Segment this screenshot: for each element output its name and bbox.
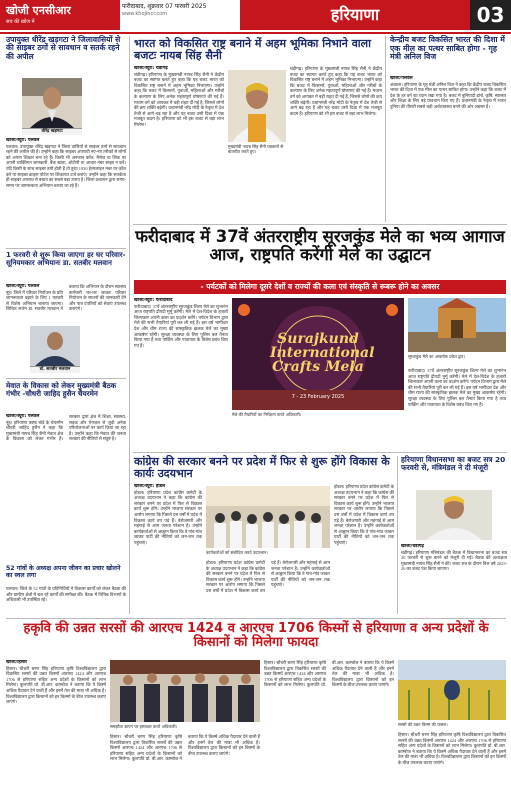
- headline-vij-budget: केन्द्रीय बजट विकसित भारत की दिशा में एक मील का पत्थर साबित होगा - गृह मंत्री अनिल विज: [390, 35, 505, 62]
- body-text-mustard-more: हिसार। चौधरी चरण सिंह हरियाणा कृषि विश्वविद्यालय द्वारा विकसित सरसों की उन्नत किस्मों आरएच 1424 और आरएच 1706 से हरियाणा सहित अन्य प्रदेशों के किसानों को लाभ मिलेगा। कुलपति प्रो. बी.आर. काम्बोज ने बताया कि ये किस्में अधिक पैदावार देने वाली हैं और इनमें तेल की मात्रा भी अधिक है। विश्वविद्यालय द्वारा किसानों को इन किस्मों के बीज उपलब्ध कराए जाएंगे।: [264, 660, 394, 688]
- divider: [6, 618, 506, 619]
- photo-caption-field: सरसों की उन्नत किस्म की फसल।: [398, 722, 448, 727]
- surajkund-poster: [232, 298, 404, 410]
- article-body-family: [6, 284, 126, 324]
- dateline-mustard: खोजी/हिसार: [6, 660, 28, 665]
- article-body-vij: [390, 76, 506, 222]
- masthead: [0, 0, 511, 34]
- headline-surajkund: फरीदाबाद में 37वें अंतरराष्ट्रीय सूरजकुंड मेले का भव्य आगाज आज, राष्ट्रपति करेंगी मेले का उद्घाटन: [135, 227, 505, 265]
- divider: [6, 378, 126, 379]
- photo-mela-gate: [408, 298, 506, 352]
- photo-mou: [110, 660, 260, 722]
- article-body-saini-a: [134, 66, 224, 216]
- website: www.khojincr.com: [122, 11, 168, 17]
- photo-mustard-field: [398, 660, 506, 720]
- photo-congress-rally: [206, 486, 330, 548]
- body-text-vij: अंबाला। हरियाणा के गृह मंत्री अनिल विज ने कहा कि केंद्रीय बजट विकसित भारत की दिशा में एक मील का पत्थर साबित होगा। उन्होंने कहा कि बजट में देश के हर वर्ग का ध्यान रखा गया है। बजट में बुनियादी ढांचे, कृषि, स्वास्थ्य और शिक्षा के लिए बड़े प्रावधान किए गए हैं। प्रधानमंत्री के नेतृत्व में भारत दुनिया की तीसरी सबसे बड़ी अर्थव्यवस्था बनने की ओर अग्रसर है।: [390, 81, 506, 109]
- photo-assembly: [416, 490, 492, 540]
- issue-date: फरीदाबाद, शुक्रवार 07 फरवरी 2025: [122, 3, 207, 10]
- photo-caption-mela-gate: सूरजकुंड मेले का आकर्षक प्रवेश द्वार।: [408, 354, 465, 359]
- poster-title: Surajkund International Crafts Mela: [270, 331, 375, 375]
- paper-logo: [0, 0, 120, 30]
- body-text-mewat: नूंह। हरियाणा वक्फ बोर्ड के चेयरमैन चौधरी जाहिद हुसैन ने कहा कि मुख्यमंत्री नायब सिंह सैनी मेवात क्षेत्र के विकास को लेकर गंभीर हैं। सरकार द्वारा क्षेत्र में शिक्षा, स्वास्थ्य, सड़क और पेयजल से जुड़ी अनेक परियोजनाओं पर कार्य किया जा रहा है। उन्होंने कहा कि मेवात की जनता सरकार की नीतियों से संतुष्ट है।: [6, 414, 126, 442]
- dateline-assembly: खोजी/चंडीगढ़: [401, 544, 424, 549]
- body-text-saini-cont: चंडीगढ़। हरियाणा के मुख्यमंत्री नायब सिंह सैनी ने केंद्रीय बजट का स्वागत करते हुए कहा कि यह बजट भारत को विकसित राष्ट्र बनाने में अहम भूमिका निभाएगा। उन्होंने कहा कि बजट में किसानों, युवाओं, महिलाओं और गरीबों के कल्याण के लिए अनेक महत्वपूर्ण घोषणाएं की गई हैं। मध्यम वर्ग को आयकर में बड़ी राहत दी गई है, जिससे लोगों की क्रय शक्ति बढ़ेगी। प्रधानमंत्री नरेंद्र मोदी के नेतृत्व में देश तेजी से आगे बढ़ रहा है और यह बजट उसी दिशा में एक मजबूत कदम है। हरियाणा को भी इस बजट से बड़ा लाभ मिलेगा।: [290, 66, 382, 116]
- article-body-congress-a: [134, 484, 202, 614]
- section-title: हरियाणा: [240, 0, 470, 30]
- column-divider: [397, 456, 398, 614]
- body-text-ward: पलवल। जिले के 52 गांवों के प्रतिनिधियों ने विकास कार्यों को लेकर बैठक की और ग्रामीण क्षेत्रों में चल रहे कार्यों की समीक्षा की। बैठक में विभिन्न विभागों के अधिकारी भी उपस्थित रहे।: [6, 586, 126, 603]
- column-divider: [385, 36, 386, 222]
- photo-doctor: [30, 326, 80, 366]
- body-text-mustard-end: हिसार। चौधरी चरण सिंह हरियाणा कृषि विश्वविद्यालय द्वारा विकसित सरसों की उन्नत किस्मों आरएच 1424 और आरएच 1706 से हरियाणा सहित अन्य प्रदेशों के किसानों को लाभ मिलेगा। कुलपति प्रो. बी.आर. काम्बोज ने बताया कि ये किस्में अधिक पैदावार देने वाली हैं और इनमें तेल की मात्रा भी अधिक है। विश्वविद्यालय द्वारा किसानों को इन किस्मों के बीज उपलब्ध कराए जाएंगे।: [398, 732, 506, 765]
- article-body-mustard-a: [6, 660, 106, 796]
- dateline-family: खोजी/ब्यूरो: पलवल: [6, 284, 40, 289]
- headline-saini-budget: [134, 38, 382, 62]
- headline-ward: 52 गांवों के अध्यक्ष अपना जीवन का प्रचार खोलने का स्वल लगा: [6, 565, 121, 579]
- body-text-family: नूंह। जिले में परिवार नियोजन के प्रति जागरूकता बढ़ाने के लिए 1 फरवरी से विशेष अभियान चलाया जाएगा। सिविल सर्जन डा. सतबीर मलवान ने बताया कि अभियान के दौरान स्वास्थ्य कर्मचारी घर-घर जाकर परिवार नियोजन के साधनों की जानकारी देंगे और पात्र दंपतियों को सेवाएं उपलब्ध कराएंगे।: [6, 284, 126, 312]
- photo-caption-saini: मुख्यमंत्री नायब सिंह सैनी पत्रकारों से बातचीत करते हुए।: [228, 144, 284, 154]
- paper-tagline: सच की खोज में: [6, 19, 35, 25]
- article-body-surajkund-a: [134, 298, 228, 448]
- article-body-surajkund-b: [408, 368, 506, 422]
- column-divider: [129, 36, 130, 614]
- body-text-saini: चंडीगढ़। हरियाणा के मुख्यमंत्री नायब सिंह सैनी ने केंद्रीय बजट का स्वागत करते हुए कहा कि यह बजट भारत को विकसित राष्ट्र बनाने में अहम भूमिका निभाएगा। उन्होंने कहा कि बजट में किसानों, युवाओं, महिलाओं और गरीबों के कल्याण के लिए अनेक महत्वपूर्ण घोषणाएं की गई हैं। मध्यम वर्ग को आयकर में बड़ी राहत दी गई है, जिससे लोगों की क्रय शक्ति बढ़ेगी। प्रधानमंत्री नरेंद्र मोदी के नेतृत्व में देश तेजी से आगे बढ़ रहा है और यह बजट उसी दिशा में एक मजबूत कदम है। हरियाणा को भी इस बजट से बड़ा लाभ मिलेगा।: [134, 71, 224, 127]
- divider: [6, 248, 126, 249]
- article-body-ward: [6, 586, 126, 614]
- headline-mewat: मेवात के विकास को लेकर मुख्यमंत्री बैठक गंभीर -चौधरी जाहिद हुसैन चैयरमेन: [6, 381, 117, 398]
- photo-caption-mou: समझौता ज्ञापन पर हस्ताक्षर करते अधिकारी।: [110, 724, 178, 729]
- photo-name-doctor: डॉ. सतबीर मलवान: [30, 366, 80, 373]
- body-text-congress-end: होडल। हरियाणा प्रदेश कांग्रेस कमेटी के अध्यक्ष उदयभान ने कहा कि कांग्रेस की सरकार बनने पर प्रदेश में फिर से विकास कार्य शुरू होंगे। उन्होंने भाजपा सरकार पर आरोप लगाया कि पिछले दस वर्षों में प्रदेश में विकास कार्य ठप पड़े हैं। बेरोजगारी और महंगाई से आम जनता परेशान है। उन्होंने कार्यकर्ताओं से आह्वान किया कि वे गांव-गांव जाकर पार्टी की नीतियों को जन-जन तक पहुंचाएं।: [334, 484, 394, 545]
- article-body-mustard-d: [398, 732, 506, 796]
- photo-caption-congress: कार्यकर्ताओं को संबोधित करते उदयभान।: [206, 550, 268, 555]
- dateline-saini: खोजी/ब्यूरो: चंडीगढ़: [134, 66, 168, 71]
- dateline-mewat: खोजी/ब्यूरो: पलवल: [6, 414, 40, 419]
- article-body-cyber: [6, 138, 126, 246]
- body-text-congress-cont: होडल। हरियाणा प्रदेश कांग्रेस कमेटी के अध्यक्ष उदयभान ने कहा कि कांग्रेस की सरकार बनने पर प्रदेश में फिर से विकास कार्य शुरू होंगे। उन्होंने भाजपा सरकार पर आरोप लगाया कि पिछले दस वर्षों में प्रदेश में विकास कार्य ठप पड़े हैं। बेरोजगारी और महंगाई से आम जनता परेशान है। उन्होंने कार्यकर्ताओं से आह्वान किया कि वे गांव-गांव जाकर पार्टी की नीतियों को जन-जन तक पहुंचाएं।: [206, 560, 330, 593]
- body-text-surajkund-cont: फरीदाबाद। 37वें अंतरराष्ट्रीय सूरजकुंड शिल्प मेले का शुभारंभ आज राष्ट्रपति द्रौपदी मुर्मू करेंगी। मेले में देश-विदेश के हजारों शिल्पकार अपनी कला का प्रदर्शन करेंगे। पर्यटन विभाग द्वारा मेले की सभी तैयारियां पूरी कर ली गई हैं। इस वर्ष भागीदार देश और थीम राज्य की सांस्कृतिक झलक मेले का मुख्य आकर्षण रहेगी। सुरक्षा व्यवस्था के लिए पुलिस बल तैनात किया गया है तथा पार्किंग और यातायात के विशेष प्रबंध किए गए हैं।: [408, 368, 506, 407]
- body-text-mustard-cont: हिसार। चौधरी चरण सिंह हरियाणा कृषि विश्वविद्यालय द्वारा विकसित सरसों की उन्नत किस्मों आरएच 1424 और आरएच 1706 से हरियाणा सहित अन्य प्रदेशों के किसानों को लाभ मिलेगा। कुलपति प्रो. बी.आर. काम्बोज ने बताया कि ये किस्में अधिक पैदावार देने वाली हैं और इनमें तेल की मात्रा भी अधिक है। विश्वविद्यालय द्वारा किसानों को इन किस्मों के बीज उपलब्ध कराए जाएंगे।: [110, 734, 260, 762]
- photo-dc: [22, 78, 82, 128]
- article-body-mustard-b: [110, 734, 260, 796]
- article-body-saini-b: [290, 66, 382, 216]
- dateline-surajkund: खोजी/ब्यूरो: फरीदाबाद: [134, 298, 173, 303]
- article-body-assembly: [401, 544, 507, 614]
- poster-subtitle: 7 - 23 February 2025: [291, 394, 345, 400]
- page-number: 03: [470, 0, 511, 30]
- headline-cyber-fraud: उपायुक्त धीरेंद्र खड़गटा ने जिलावासियों से की साइबर ठगों से सावधान व सतर्क रहने की अपील: [6, 35, 121, 61]
- headline-mustard: हकृवि की उन्नत सरसों की आरएच 1424 व आरएच 1706 किस्मों से हरियाणा व अन्य प्रदेशों के किसानों को मिलेगा फायदा: [23, 621, 489, 651]
- article-body-mewat: [6, 414, 126, 564]
- body-text-surajkund: फरीदाबाद। 37वें अंतरराष्ट्रीय सूरजकुंड शिल्प मेले का शुभारंभ आज राष्ट्रपति द्रौपदी मुर्मू करेंगी। मेले में देश-विदेश के हजारों शिल्पकार अपनी कला का प्रदर्शन करेंगे। पर्यटन विभाग द्वारा मेले की सभी तैयारियां पूरी कर ली गई हैं। इस वर्ष भागीदार देश और थीम राज्य की सांस्कृतिक झलक मेले का मुख्य आकर्षण रहेगी। सुरक्षा व्यवस्था के लिए पुलिस बल तैनात किया गया है तथा पार्किंग और यातायात के विशेष प्रबंध किए गए हैं।: [134, 303, 228, 348]
- body-text-congress: होडल। हरियाणा प्रदेश कांग्रेस कमेटी के अध्यक्ष उदयभान ने कहा कि कांग्रेस की सरकार बनने पर प्रदेश में फिर से विकास कार्य शुरू होंगे। उन्होंने भाजपा सरकार पर आरोप लगाया कि पिछले दस वर्षों में प्रदेश में विकास कार्य ठप पड़े हैं। बेरोजगारी और महंगाई से आम जनता परेशान है। उन्होंने कार्यकर्ताओं से आह्वान किया कि वे गांव-गांव जाकर पार्टी की नीतियों को जन-जन तक पहुंचाएं।: [134, 489, 202, 545]
- body-text-assembly: चंडीगढ़। हरियाणा मंत्रिमंडल की बैठक में विधानसभा का बजट सत्र 20 फरवरी से शुरू करने को मंजूरी दी गई। बैठक की अध्यक्षता मुख्यमंत्री नायब सिंह सैनी ने की। बजट सत्र के दौरान वित्त वर्ष 2025-26 का बजट पेश किया जाएगा।: [401, 549, 507, 572]
- headline-congress: कांग्रेस की सरकार बनने पर प्रदेश में फिर से शुरू होंगे विकास के कार्यः उदयभान: [134, 455, 390, 481]
- article-body-mustard-c: [264, 660, 394, 796]
- paper-name: खोजी एनसीआर: [6, 4, 71, 17]
- headline-assembly: हरियाणा विधानसभा का बजट सत्र 20 फरवरी से, मंत्रिमंडल ने दी मंजूरी: [401, 455, 506, 473]
- divider: [133, 224, 507, 225]
- headline-family-planning: 1 फरवरी से शुरू किया जाएगा हर घर परिवार-सूनियमकार अभियानः डा. सतबीर मलवान: [6, 251, 126, 267]
- dateline-vij: खोजी/पलवल: [390, 76, 413, 81]
- dateline-congress: खोजी/ब्यूरो: होडल: [134, 484, 166, 489]
- photo-name-dc: धीरेंद्र खड़गटा: [22, 128, 82, 135]
- article-body-congress-c: [334, 484, 394, 614]
- divider: [133, 452, 507, 453]
- photo-cm-saini: [228, 70, 286, 142]
- masthead-rule: [0, 32, 511, 34]
- body-text-cyber: पलवल। उपायुक्त धीरेंद्र खड़गटा ने जिला वासियों से साइबर ठगों से सावधान रहने की अपील की है। उन्होंने कहा कि साइबर अपराधी नए-नए तरीकों से लोगों को अपना शिकार बना रहे हैं। किसी भी अनजान कॉल, मैसेज या लिंक पर अपनी व्यक्तिगत जानकारी, बैंक खाता, ओटीपी या आधार नंबर साझा न करें। यदि किसी के साथ साइबर ठगी होती है तो तुरंत 1930 हेल्पलाइन नंबर पर कॉल करें या साइबर क्राइम पोर्टल पर शिकायत दर्ज कराएं। उन्होंने कहा कि सतर्कता ही साइबर अपराध से बचाव का सबसे बड़ा उपाय है। जिला प्रशासन द्वारा समय-समय पर जागरूकता अभियान चलाए जा रहे हैं।: [6, 143, 126, 188]
- article-body-congress-b: [206, 560, 330, 614]
- body-text-mustard: हिसार। चौधरी चरण सिंह हरियाणा कृषि विश्वविद्यालय द्वारा विकसित सरसों की उन्नत किस्मों आरएच 1424 और आरएच 1706 से हरियाणा सहित अन्य प्रदेशों के किसानों को लाभ मिलेगा। कुलपति प्रो. बी.आर. काम्बोज ने बताया कि ये किस्में अधिक पैदावार देने वाली हैं और इनमें तेल की मात्रा भी अधिक है। विश्वविद्यालय द्वारा किसानों को इन किस्मों के बीज उपलब्ध कराए जाएंगे।: [6, 665, 106, 705]
- headline-saini-text: भारत को विकसित राष्ट्र बनाने में अहम भूमिका निभाने वाला बजटः नायब सिंह सैनी: [134, 37, 371, 63]
- dateline-cyber: खोजी/ब्यूरो: पलवल: [6, 138, 40, 143]
- photo-caption-mela-inspect: मेले की तैयारियों का निरीक्षण करते अधिकारी।: [232, 412, 302, 417]
- subhead-surajkund: - पर्यटकों को मिलेगा दूसरे देशों व राज्यों की कला एवं संस्कृति से रूबरू होने का अवसर: [134, 280, 506, 294]
